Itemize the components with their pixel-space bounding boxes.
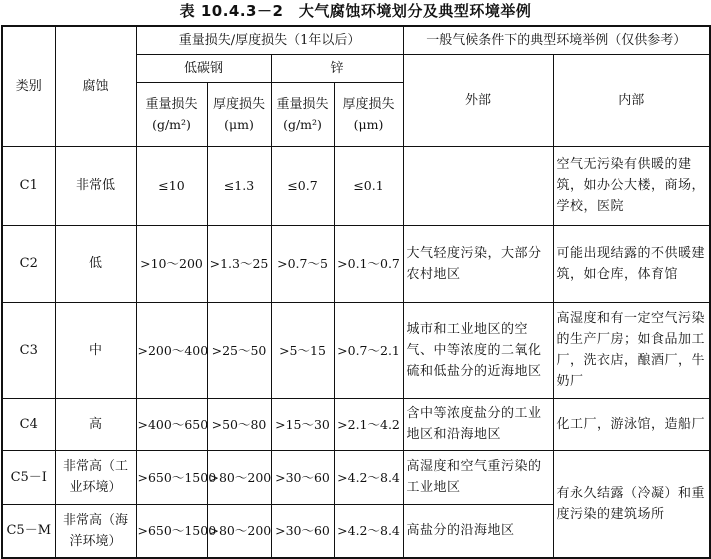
header-row-1 xyxy=(2,26,710,54)
cell-internal-c5: 有永久结露（冷凝）和重度污染的建筑场所 xyxy=(553,450,710,558)
zinc-thickness-unit: (μm) xyxy=(353,116,384,132)
cell-external: 高盐分的沿海地区 xyxy=(403,504,553,558)
zinc-weight-unit: (g/m²) xyxy=(283,116,322,132)
cell-corrosion: 非常高（工业环境） xyxy=(55,450,136,504)
steel-thickness-loss-label: 厚度损失 xyxy=(212,96,265,112)
header-zinc-weight-loss xyxy=(271,82,334,146)
cell-internal: 可能出现结露的不供暖建筑，如仓库，体育馆 xyxy=(553,225,710,302)
cell-category: C1 xyxy=(2,146,55,225)
cell-zinc-weight: >5～15 xyxy=(271,302,334,398)
cell-corrosion: 高 xyxy=(55,398,136,450)
cell-internal: 化工厂，游泳馆，造船厂 xyxy=(553,398,710,450)
header-external: 外部 xyxy=(403,54,553,146)
cell-zinc-thickness: >2.1～4.2 xyxy=(334,398,403,450)
header-low-carbon-steel: 低碳钢 xyxy=(136,54,271,82)
cell-category: C2 xyxy=(2,225,55,302)
cell-corrosion: 非常高（海洋环境） xyxy=(55,504,136,558)
table-row-c2 xyxy=(2,225,710,302)
cell-steel-thickness: >80～200 xyxy=(207,504,271,558)
table-row-c3 xyxy=(2,302,710,398)
cell-external: 城市和工业地区的空气、中等浓度的二氧化硫和低盐分的近海地区 xyxy=(403,302,553,398)
cell-zinc-thickness: >0.7～2.1 xyxy=(334,302,403,398)
table-row-c4 xyxy=(2,398,710,450)
cell-steel-thickness: >1.3～25 xyxy=(207,225,271,302)
header-zinc-thickness-loss xyxy=(334,82,403,146)
cell-external xyxy=(403,146,553,225)
cell-steel-thickness: >25～50 xyxy=(207,302,271,398)
cell-steel-weight: >650～1500 xyxy=(136,450,207,504)
cell-steel-weight: >200～400 xyxy=(136,302,207,398)
header-corrosion: 腐蚀 xyxy=(55,26,136,146)
cell-zinc-thickness: >0.1～0.7 xyxy=(334,225,403,302)
corrosion-table xyxy=(1,25,711,559)
steel-weight-unit: (g/m²) xyxy=(152,116,191,132)
header-loss-group: 重量损失/厚度损失（1年以后） xyxy=(136,26,403,54)
steel-thickness-unit: (μm) xyxy=(224,116,254,132)
cell-steel-weight: ≤10 xyxy=(136,146,207,225)
cell-steel-weight: >400～650 xyxy=(136,398,207,450)
cell-steel-thickness: >80～200 xyxy=(207,450,271,504)
cell-steel-weight: >650～1500 xyxy=(136,504,207,558)
cell-zinc-thickness: >4.2～8.4 xyxy=(334,450,403,504)
cell-internal: 空气无污染有供暖的建筑，如办公大楼，商场，学校，医院 xyxy=(553,146,710,225)
header-env-group: 一般气候条件下的典型环境举例（仅供参考） xyxy=(403,26,710,54)
cell-zinc-weight: >15～30 xyxy=(271,398,334,450)
cell-zinc-thickness: ≤0.1 xyxy=(334,146,403,225)
cell-category: C3 xyxy=(2,302,55,398)
zinc-thickness-loss-label: 厚度损失 xyxy=(342,96,395,112)
cell-external: 大气轻度污染，大部分农村地区 xyxy=(403,225,553,302)
table-row-c1 xyxy=(2,146,710,225)
cell-category: C5－I xyxy=(2,450,55,504)
cell-category: C4 xyxy=(2,398,55,450)
table-row-c5-i xyxy=(2,450,710,504)
header-steel-thickness-loss xyxy=(207,82,271,146)
cell-zinc-weight: >30～60 xyxy=(271,450,334,504)
header-steel-weight-loss xyxy=(136,82,207,146)
cell-internal: 高湿度和有一定空气污染的生产厂房；如食品加工厂，洗衣店，酿酒厂，牛奶厂 xyxy=(553,302,710,398)
cell-steel-thickness: >50～80 xyxy=(207,398,271,450)
cell-corrosion: 低 xyxy=(55,225,136,302)
cell-zinc-weight: ≤0.7 xyxy=(271,146,334,225)
cell-corrosion: 中 xyxy=(55,302,136,398)
cell-external: 含中等浓度盐分的工业地区和沿海地区 xyxy=(403,398,553,450)
zinc-weight-loss-label: 重量损失 xyxy=(276,96,329,112)
header-zinc: 锌 xyxy=(271,54,403,82)
cell-zinc-weight: >30～60 xyxy=(271,504,334,558)
table-title: 表 10.4.3－2 大气腐蚀环境划分及典型环境举例 xyxy=(179,2,532,20)
header-internal: 内部 xyxy=(553,54,710,146)
cell-zinc-weight: >0.7～5 xyxy=(271,225,334,302)
cell-category: C5－M xyxy=(2,504,55,558)
cell-steel-thickness: ≤1.3 xyxy=(207,146,271,225)
cell-zinc-thickness: >4.2～8.4 xyxy=(334,504,403,558)
steel-weight-loss-label: 重量损失 xyxy=(145,96,198,112)
cell-corrosion: 非常低 xyxy=(55,146,136,225)
cell-external: 高湿度和空气重污染的工业地区 xyxy=(403,450,553,504)
header-category: 类别 xyxy=(2,26,55,146)
cell-steel-weight: >10～200 xyxy=(136,225,207,302)
